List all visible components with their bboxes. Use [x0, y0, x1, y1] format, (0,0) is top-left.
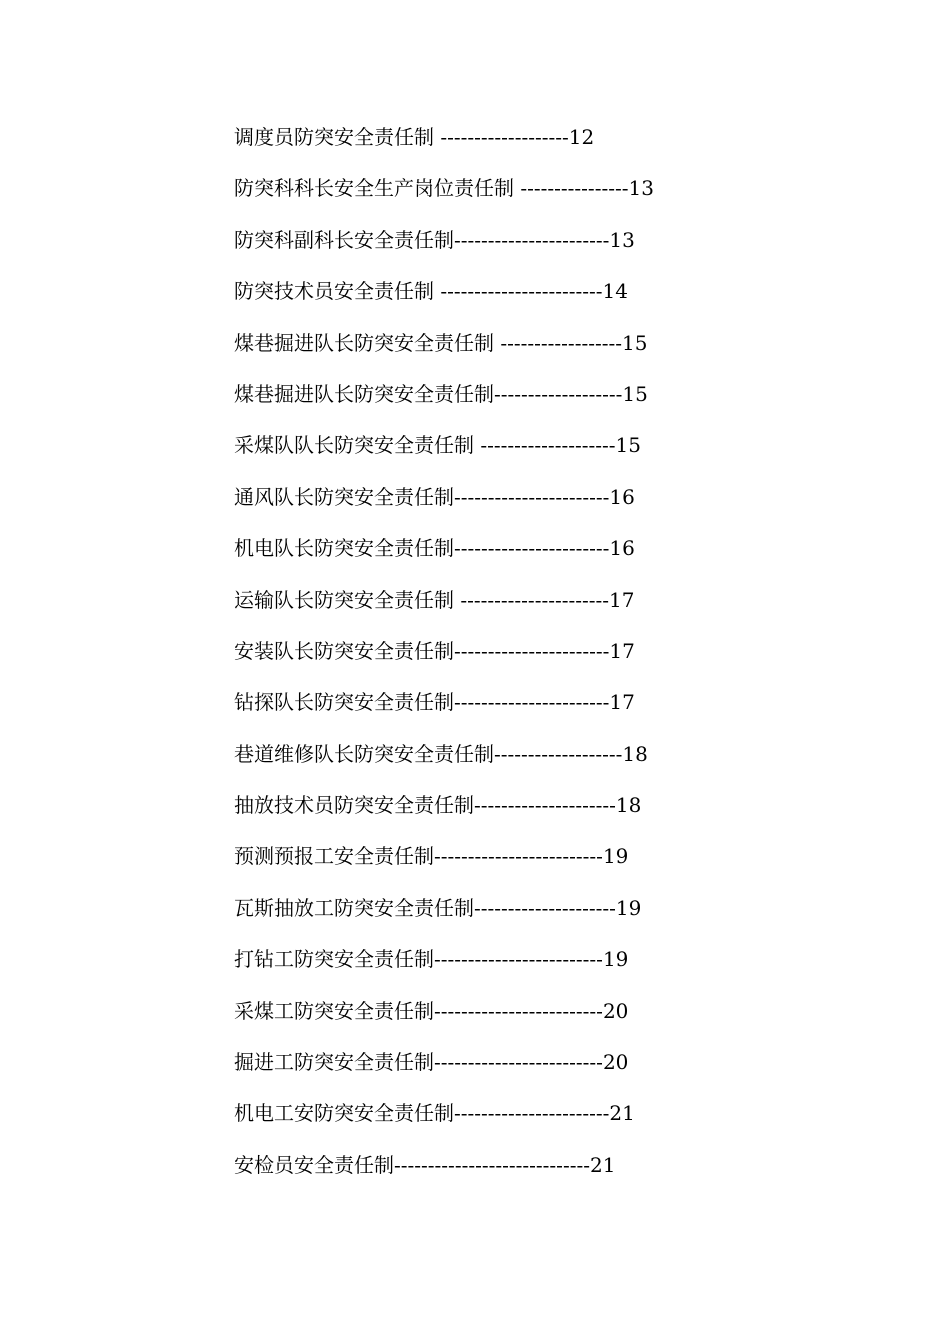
toc-entry: 抽放技术员防突安全责任制---------------------18 — [234, 793, 642, 818]
table-of-contents — [234, 120, 654, 1199]
toc-entry: 通风队长防突安全责任制-----------------------16 — [234, 484, 635, 509]
toc-entry: 采煤工防突安全责任制-------------------------20 — [234, 998, 629, 1023]
toc-entry: 调度员防突安全责任制 -------------------12 — [234, 125, 595, 149]
toc-entry: 钻探队长防突安全责任制-----------------------17 — [234, 690, 635, 715]
toc-entry: 安检员安全责任制-----------------------------21 — [234, 1152, 616, 1177]
toc-entry: 预测预报工安全责任制-------------------------19 — [234, 844, 629, 869]
toc-entry: 防突技术员安全责任制 ------------------------14 — [234, 279, 628, 304]
toc-entry: 安装队长防突安全责任制-----------------------17 — [234, 638, 635, 663]
toc-entry: 机电工安防突安全责任制-----------------------21 — [234, 1101, 635, 1126]
toc-entry: 巷道维修队长防突安全责任制-------------------18 — [234, 741, 648, 766]
toc-entry: 采煤队队长防突安全责任制 --------------------15 — [234, 433, 641, 458]
toc-entry: 打钻工防突安全责任制-------------------------19 — [234, 947, 629, 972]
toc-entry: 防突科科长安全生产岗位责任制 ----------------13 — [234, 176, 654, 201]
toc-entry: 掘进工防突安全责任制-------------------------20 — [234, 1050, 629, 1075]
toc-entry: 机电队长防突安全责任制-----------------------16 — [234, 536, 635, 561]
toc-entry: 煤巷掘进队长防突安全责任制-------------------15 — [234, 381, 648, 406]
toc-entry: 煤巷掘进队长防突安全责任制 ------------------15 — [234, 330, 648, 355]
toc-entry: 防突科副科长安全责任制-----------------------13 — [234, 227, 635, 252]
toc-entry: 瓦斯抽放工防突安全责任制---------------------19 — [234, 895, 642, 920]
toc-entry: 运输队长防突安全责任制 ----------------------17 — [234, 587, 635, 612]
